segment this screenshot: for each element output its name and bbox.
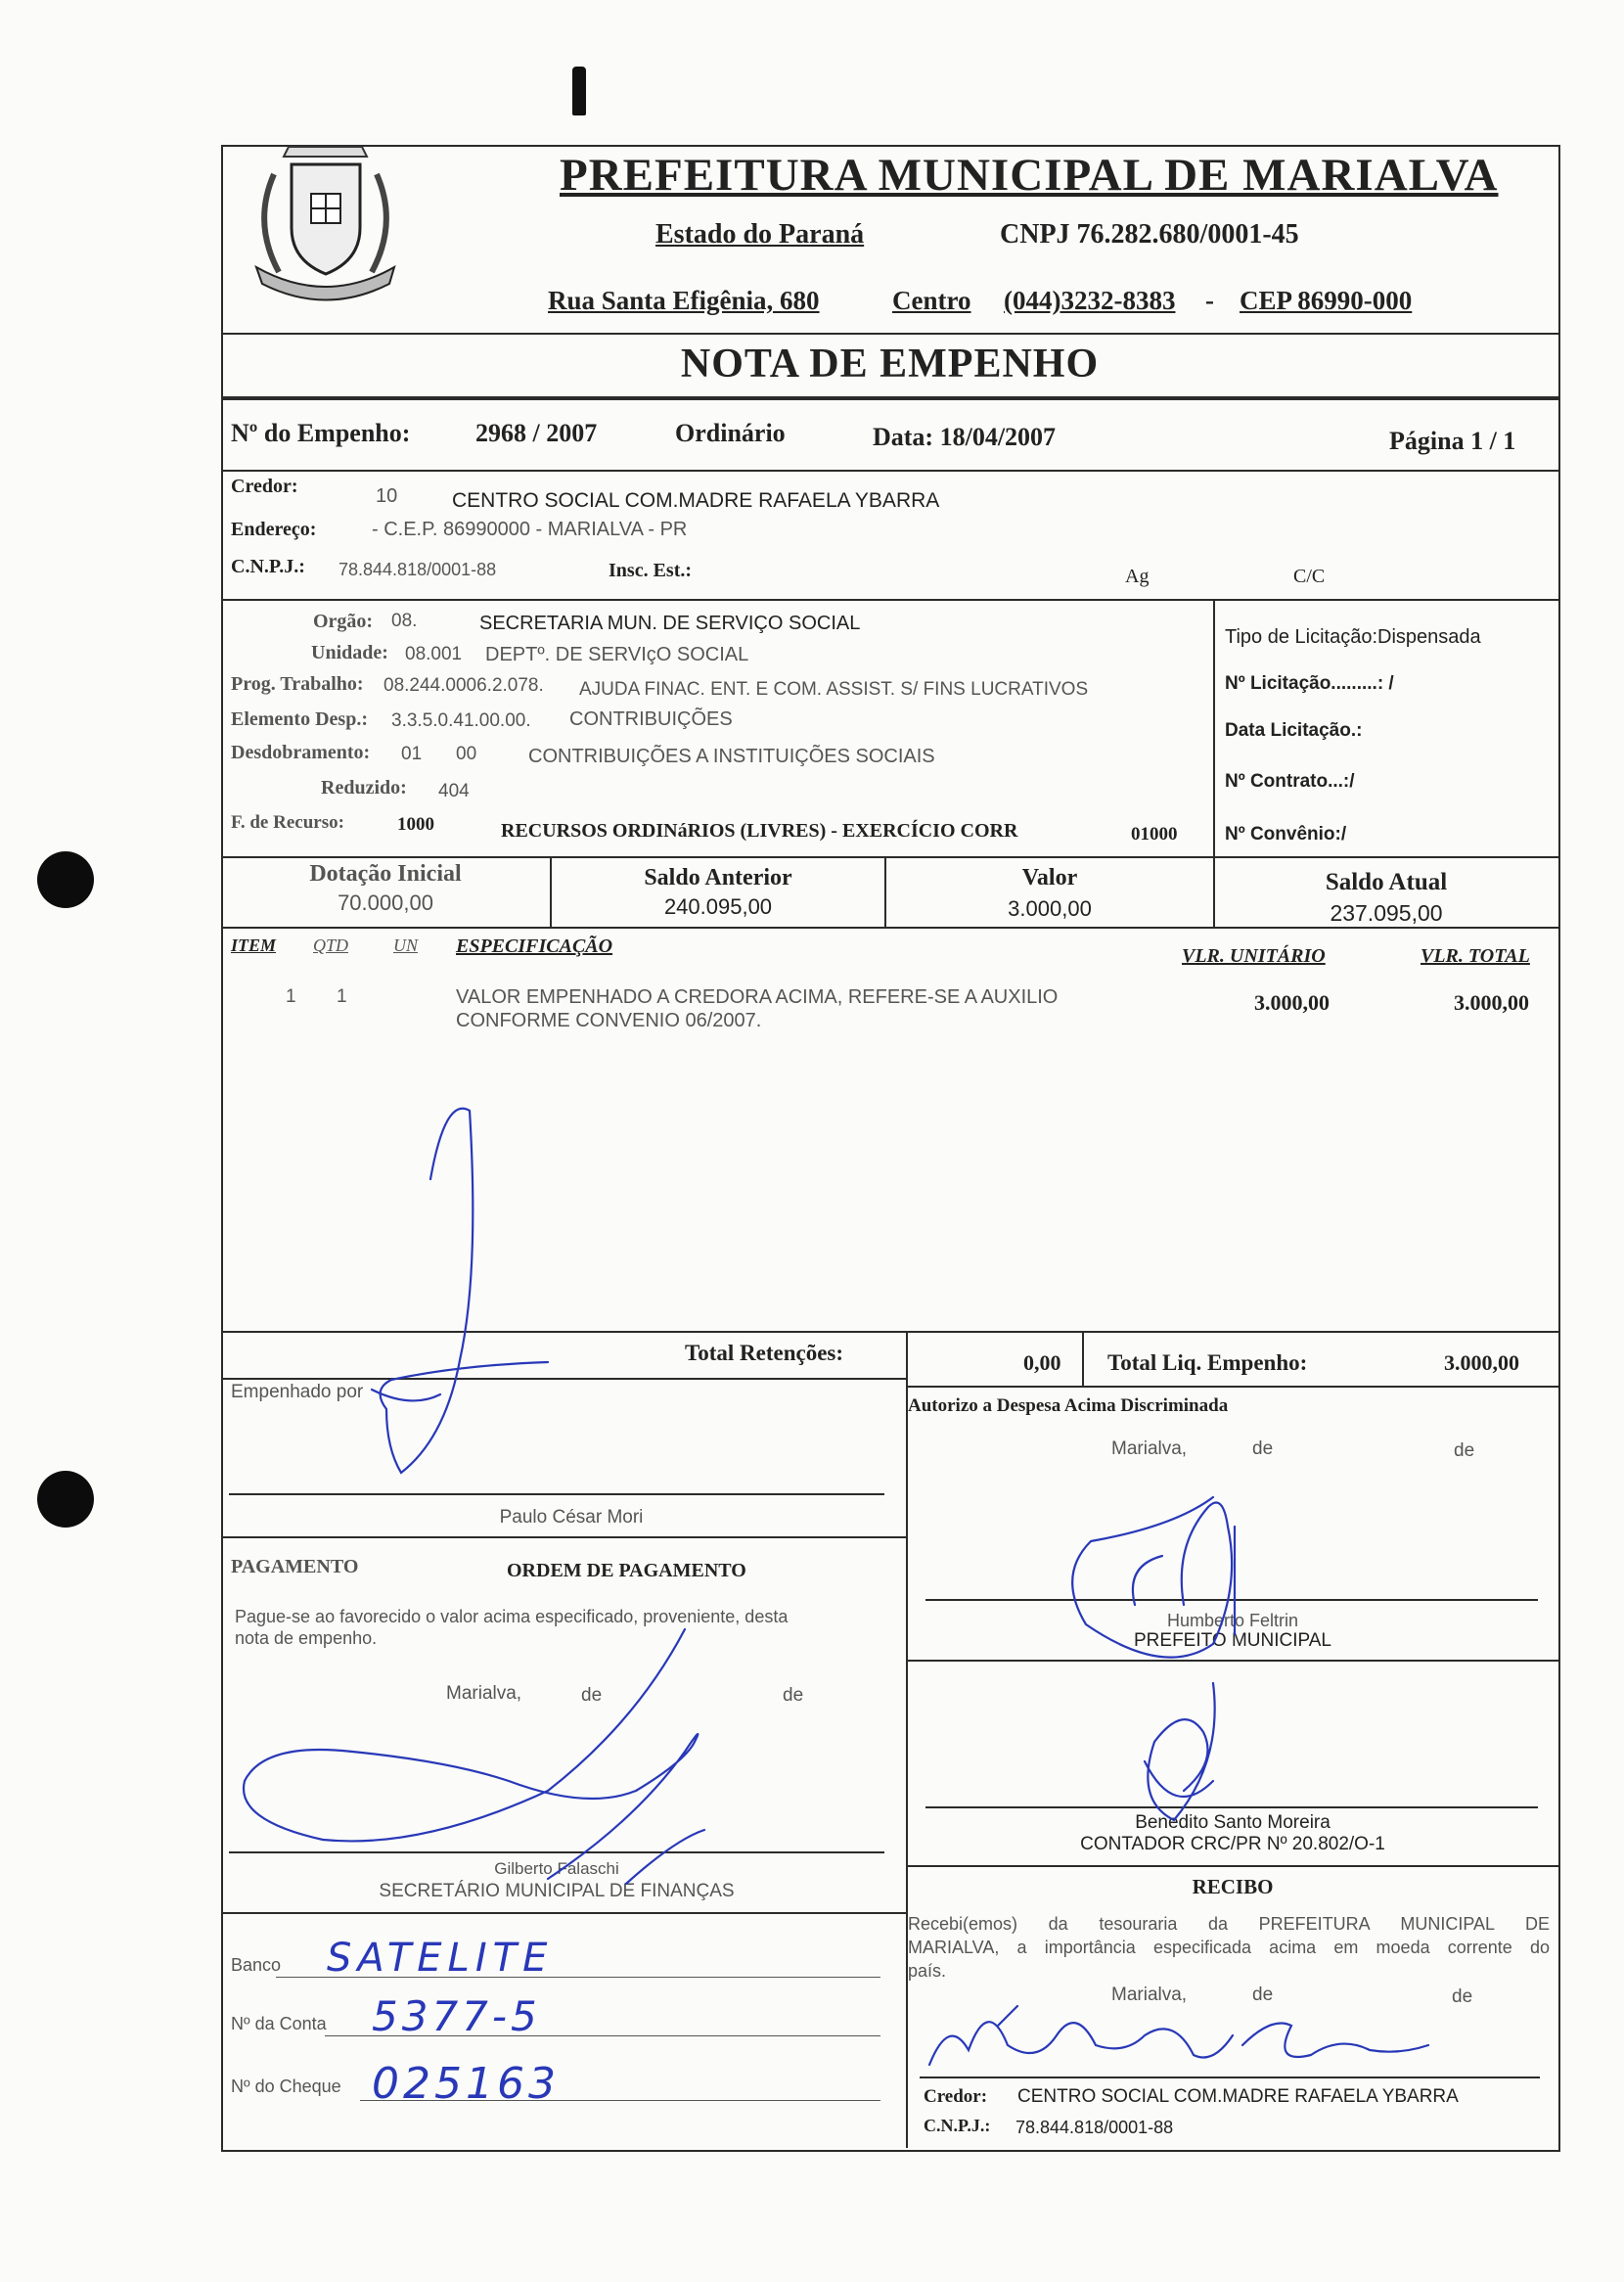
pagamento-de-1: de (581, 1685, 603, 1706)
autorizo-place: Marialva, (1111, 1438, 1188, 1459)
cnpj-label: C.N.P.J.: (231, 556, 305, 577)
endereco-label: Endereço: (231, 519, 317, 540)
items-header-un: UN (393, 936, 419, 955)
items-header-qtd: QTD (313, 936, 349, 955)
secretario-title: SECRETÁRIO MUNICIPAL DE FINANÇAS (379, 1881, 735, 1901)
municipal-coat-of-arms (235, 135, 416, 311)
total-liquido-label: Total Liq. Empenho: (1107, 1350, 1308, 1375)
cheque-label: Nº do Cheque (231, 2077, 341, 2096)
recibo-cnpj: 78.844.818/0001-88 (1015, 2118, 1174, 2137)
divider (221, 1331, 1558, 1333)
recibo-de-1: de (1252, 1985, 1274, 2005)
unidade: DEPTº. DE SERVIçO SOCIAL (485, 644, 749, 665)
items-header-vlr-unitario: VLR. UNITÁRIO (1182, 945, 1326, 967)
dotacao-inicial-label: Dotação Inicial (309, 861, 462, 887)
prefeito-title: PREFEITO MUNICIPAL (1134, 1630, 1331, 1651)
autorizo-de-1: de (1252, 1438, 1274, 1459)
cheque-value: 025163 (372, 2059, 560, 2109)
banco-label: Banco (231, 1955, 282, 1975)
divider (221, 599, 1558, 601)
empenho-date: Data: 18/04/2007 (873, 423, 1057, 451)
divider (1213, 599, 1215, 858)
coat-of-arms-icon (235, 135, 416, 311)
recibo-de-2: de (1452, 1986, 1473, 2007)
conta-value: 5377-5 (372, 1992, 541, 2040)
page-title: PREFEITURA MUNICIPAL DE MARIALVA (560, 150, 1499, 201)
pagamento-text-line-1: Pague-se ao favorecido o valor acima especificado, proveniente, desta (235, 1607, 789, 1626)
punch-hole-bottom (37, 1471, 94, 1528)
scan-mark (572, 67, 586, 115)
empenho-label: Nº do Empenho: (231, 419, 411, 447)
desdobramento-label: Desdobramento: (231, 742, 371, 763)
saldo-anterior: 240.095,00 (663, 894, 773, 919)
item-description-line-2: CONFORME CONVENIO 06/2007. (456, 1010, 762, 1031)
numero-convenio: Nº Convênio:/ (1225, 824, 1347, 844)
desdobramento-code-2: 00 (456, 744, 477, 764)
divider (221, 1912, 906, 1914)
divider (906, 1865, 1558, 1867)
banco-value: SATELITE (327, 1936, 554, 1981)
elemento: CONTRIBUIÇÕES (569, 708, 733, 730)
recibo-credor-label: Credor: (924, 2086, 988, 2107)
recurso-label: F. de Recurso: (231, 812, 344, 833)
header-phone: (044)3232-8383 (1004, 286, 1176, 315)
recibo-credor: CENTRO SOCIAL COM.MADRE RAFAELA YBARRA (1017, 2086, 1459, 2107)
valor: 3.000,00 (1008, 896, 1092, 921)
empenho-number: 2968 / 2007 (475, 419, 598, 447)
empenho-type: Ordinário (675, 419, 786, 447)
unidade-code: 08.001 (405, 644, 463, 664)
divider (221, 333, 1558, 335)
account-label: C/C (1293, 566, 1326, 587)
divider (906, 1386, 1558, 1388)
punch-hole-top (37, 851, 94, 908)
dotacao-inicial: 70.000,00 (338, 890, 433, 915)
divider (221, 470, 1558, 472)
pagamento-place: Marialva, (446, 1683, 522, 1704)
saldo-atual: 237.095,00 (1330, 900, 1443, 926)
recibo-cnpj-label: C.N.P.J.: (924, 2116, 991, 2135)
orgao: SECRETARIA MUN. DE SERVIÇO SOCIAL (479, 613, 861, 634)
credor-code: 10 (376, 485, 398, 507)
divider (221, 1536, 906, 1538)
divider (221, 396, 1558, 400)
item-unit-value: 3.000,00 (1254, 990, 1330, 1015)
secretario-name: Gilberto Falaschi (494, 1859, 619, 1878)
autorizo-de-2: de (1454, 1440, 1475, 1461)
recibo-place: Marialva, (1111, 1985, 1188, 2005)
recibo-text-line-1: Recebi(emos) da tesouraria da PREFEITURA MUNICIPAL DE (908, 1914, 1550, 1934)
items-header-vlr-total: VLR. TOTAL (1421, 945, 1530, 967)
credor-label: Credor: (231, 476, 298, 497)
signature-line (925, 1599, 1538, 1601)
header-separator: - (1205, 286, 1214, 315)
divider (1082, 1331, 1084, 1388)
header-cnpj: CNPJ 76.282.680/0001-45 (1000, 219, 1299, 250)
tipo-licitacao: Tipo de Licitação:Dispensada (1225, 626, 1481, 648)
elemento-label: Elemento Desp.: (231, 708, 368, 730)
divider (906, 1386, 908, 2148)
elemento-code: 3.3.5.0.41.00.00. (391, 710, 531, 731)
divider (906, 1331, 908, 1388)
prog-trabalho: AJUDA FINAC. ENT. E COM. ASSIST. S/ FINS LUCRATIVOS (579, 679, 1089, 700)
total-retencoes: 0,00 (1023, 1350, 1061, 1375)
contador-name: Benedito Santo Moreira (1135, 1812, 1331, 1833)
recurso-code-2: 01000 (1131, 824, 1178, 844)
item-description-line-1: VALOR EMPENHADO A CREDORA ACIMA, REFERE-SE A AUXILIO (456, 986, 1059, 1008)
header-state: Estado do Paraná (655, 219, 865, 250)
reduzido-label: Reduzido: (321, 777, 407, 799)
total-retencoes-label: Total Retenções: (685, 1341, 844, 1365)
signature-line (229, 1851, 884, 1853)
agency-label: Ag (1125, 566, 1150, 587)
recurso-code: 1000 (397, 814, 434, 835)
prog-trabalho-code: 08.244.0006.2.078. (383, 675, 544, 696)
empenhado-por-label: Empenhado por (231, 1382, 364, 1402)
desdobramento: CONTRIBUIÇÕES A INSTITUIÇÕES SOCIAIS (528, 746, 935, 767)
conta-label: Nº da Conta (231, 2014, 327, 2033)
contador-title: CONTADOR CRC/PR Nº 20.802/O-1 (1080, 1834, 1385, 1854)
saldo-atual-label: Saldo Atual (1325, 869, 1448, 895)
header-district: Centro (892, 286, 971, 315)
reduzido: 404 (438, 781, 470, 801)
recibo-title: RECIBO (1192, 1875, 1274, 1898)
pagamento-de-2: de (783, 1685, 804, 1706)
header-cep: CEP 86990-000 (1240, 286, 1413, 315)
items-header-especificacao: ESPECIFICAÇÃO (456, 936, 613, 957)
empenhado-signer: Paulo César Mori (499, 1507, 644, 1528)
saldo-anterior-label: Saldo Anterior (644, 865, 792, 890)
items-header-item: ITEM (231, 936, 277, 955)
recurso: RECURSOS ORDINáRIOS (LIVRES) - EXERCÍCIO CORR (501, 820, 1018, 842)
divider (221, 927, 1558, 929)
numero-contrato: Nº Contrato...:/ (1225, 771, 1355, 792)
credor-endereco: - C.E.P. 86990000 - MARIALVA - PR (372, 519, 688, 540)
orgao-code: 08. (391, 611, 418, 631)
divider (221, 856, 1558, 858)
signature-line (229, 1493, 884, 1495)
desdobramento-code-1: 01 (401, 744, 423, 764)
credor-cnpj: 78.844.818/0001-88 (338, 560, 497, 579)
autorizo-label: Autorizo a Despesa Acima Discriminada (908, 1395, 1229, 1416)
prefeito-name: Humberto Feltrin (1166, 1611, 1299, 1630)
total-liquido: 3.000,00 (1444, 1350, 1519, 1375)
divider (906, 1660, 1558, 1662)
prog-trabalho-label: Prog. Trabalho: (231, 673, 364, 695)
signature-line (925, 1806, 1538, 1808)
signature-line (920, 2077, 1540, 2078)
pagamento-label: PAGAMENTO (231, 1556, 359, 1577)
recibo-text-line-2: MARIALVA, a importância especificada acima em moeda corrente do (908, 1938, 1550, 1957)
header-address: Rua Santa Efigênia, 680 (548, 286, 820, 315)
data-licitacao: Data Licitação.: (1225, 720, 1363, 741)
valor-label: Valor (1021, 865, 1078, 890)
orgao-label: Orgão: (313, 611, 374, 632)
divider (221, 1378, 906, 1380)
item-qtd: 1 (337, 986, 347, 1007)
pagamento-text-line-2: nota de empenho. (235, 1628, 378, 1648)
document-title: NOTA DE EMPENHO (680, 342, 1100, 387)
recibo-text-line-3: país. (908, 1961, 947, 1981)
page-number: Página 1 / 1 (1389, 427, 1516, 455)
unidade-label: Unidade: (311, 642, 388, 663)
item-number: 1 (286, 986, 296, 1007)
ordem-de-pagamento: ORDEM DE PAGAMENTO (507, 1560, 746, 1581)
item-total-value: 3.000,00 (1454, 990, 1529, 1015)
numero-licitacao: Nº Licitação.........: / (1225, 673, 1394, 694)
credor-name: CENTRO SOCIAL COM.MADRE RAFAELA YBARRA (452, 489, 940, 512)
insc-est-label: Insc. Est.: (609, 560, 693, 581)
